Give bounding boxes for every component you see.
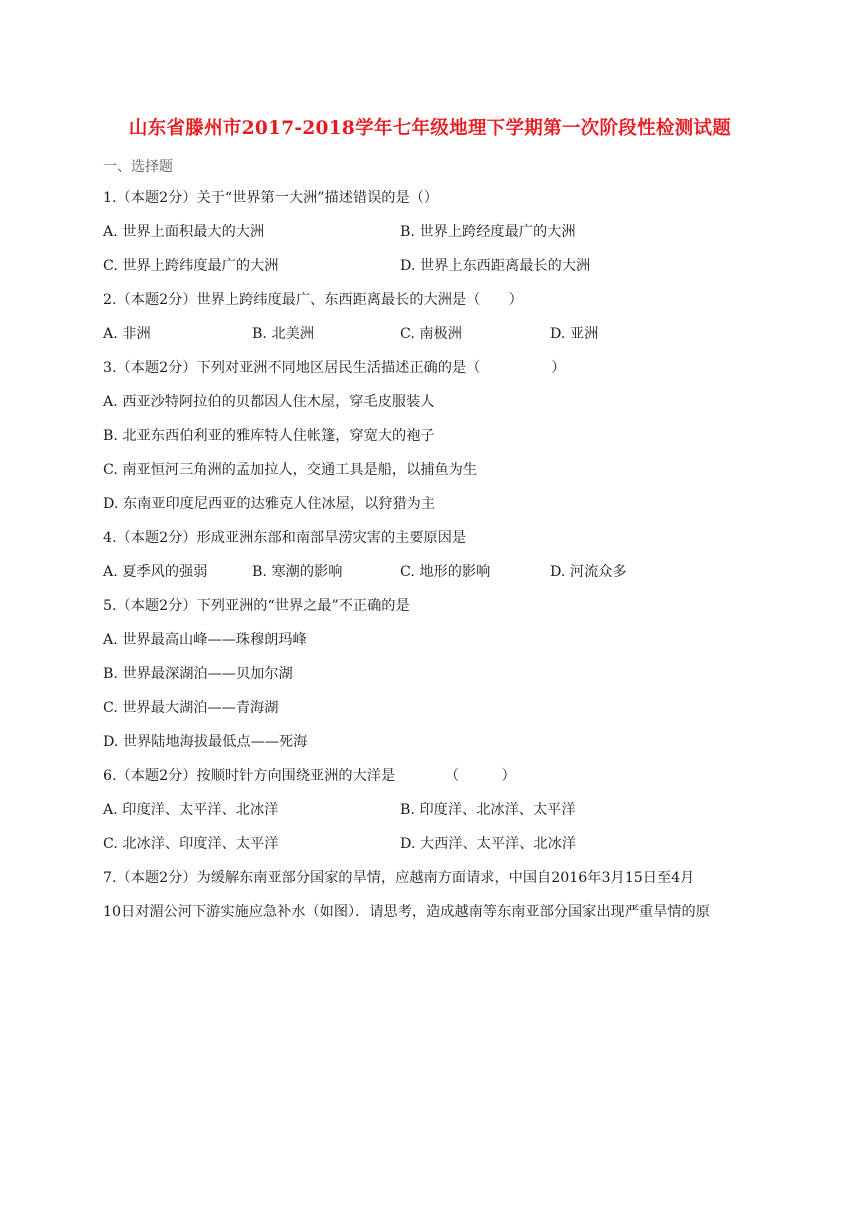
question-6-option-a: A. 印度洋、太平洋、北冰洋: [103, 802, 279, 818]
question-2-option-a: A. 非洲: [103, 326, 151, 342]
question-4-option-c: C. 地形的影响: [400, 564, 491, 580]
question-1-option-d: D. 世界上东西距离最长的大洲: [400, 258, 591, 274]
question-2-stem: 2.（本题2分）世界上跨纬度最广、东西距离最长的大洲是（ ）: [103, 292, 523, 308]
question-3-stem: 3.（本题2分）下列对亚洲不同地区居民生活描述正确的是（ ）: [103, 360, 566, 376]
question-3-option-a: A. 西亚沙特阿拉伯的贝都因人住木屋，穿毛皮服装人: [103, 394, 435, 410]
question-6-option-b: B. 印度洋、北冰洋、太平洋: [400, 802, 576, 818]
question-5-option-a: A. 世界最高山峰——珠穆朗玛峰: [103, 632, 307, 648]
question-3-option-d: D. 东南亚印度尼西亚的达雅克人住冰屋，以狩猎为主: [103, 496, 436, 512]
section-heading: 一、选择题: [103, 159, 173, 175]
question-2-option-b: B. 北美洲: [252, 326, 315, 342]
exam-title: 山东省滕州市2017-2018学年七年级地理下学期第一次阶段性检测试题: [128, 118, 732, 139]
question-3-option-b: B. 北亚东西伯利亚的雅库特人住帐篷，穿宽大的袍子: [103, 428, 435, 444]
question-4-option-b: B. 寒潮的影响: [252, 564, 343, 580]
question-6-option-c: C. 北冰洋、印度洋、太平洋: [103, 836, 279, 852]
question-4-option-a: A. 夏季风的强弱: [103, 564, 208, 580]
question-3-option-c: C. 南亚恒河三角洲的孟加拉人，交通工具是船，以捕鱼为生: [103, 462, 478, 478]
question-6-stem: 6.（本题2分）按顺时针方向围绕亚洲的大洋是 （ ）: [103, 768, 516, 784]
question-4-option-d: D. 河流众多: [550, 564, 627, 580]
question-1-stem: 1.（本题2分）关于“世界第一大洲”描述错误的是（）: [103, 190, 439, 206]
question-5-option-c: C. 世界最大湖泊——青海湖: [103, 700, 279, 716]
question-7-stem-line-2: 10日对湄公河下游实施应急补水（如图）．请思考，造成越南等东南亚部分国家出现严重旱情的原: [103, 904, 710, 920]
question-1-option-c: C. 世界上跨纬度最广的大洲: [103, 258, 279, 274]
question-1-option-a: A. 世界上面积最大的大洲: [103, 224, 265, 240]
question-5-option-b: B. 世界最深湖泊——贝加尔湖: [103, 666, 293, 682]
question-1-option-b: B. 世界上跨经度最广的大洲: [400, 224, 576, 240]
question-5-option-d: D. 世界陆地海拔最低点——死海: [103, 734, 308, 750]
question-4-stem: 4.（本题2分）形成亚洲东部和南部旱涝灾害的主要原因是: [103, 530, 467, 546]
question-2-option-d: D. 亚洲: [550, 326, 599, 342]
question-2-option-c: C. 南极洲: [400, 326, 462, 342]
question-5-stem: 5.（本题2分）下列亚洲的“世界之最”不正确的是: [103, 598, 410, 614]
question-7-stem-line-1: 7.（本题2分）为缓解东南亚部分国家的旱情，应越南方面请求，中国自2016年3月15日至4月: [103, 870, 695, 886]
question-6-option-d: D. 大西洋、太平洋、北冰洋: [400, 836, 576, 852]
